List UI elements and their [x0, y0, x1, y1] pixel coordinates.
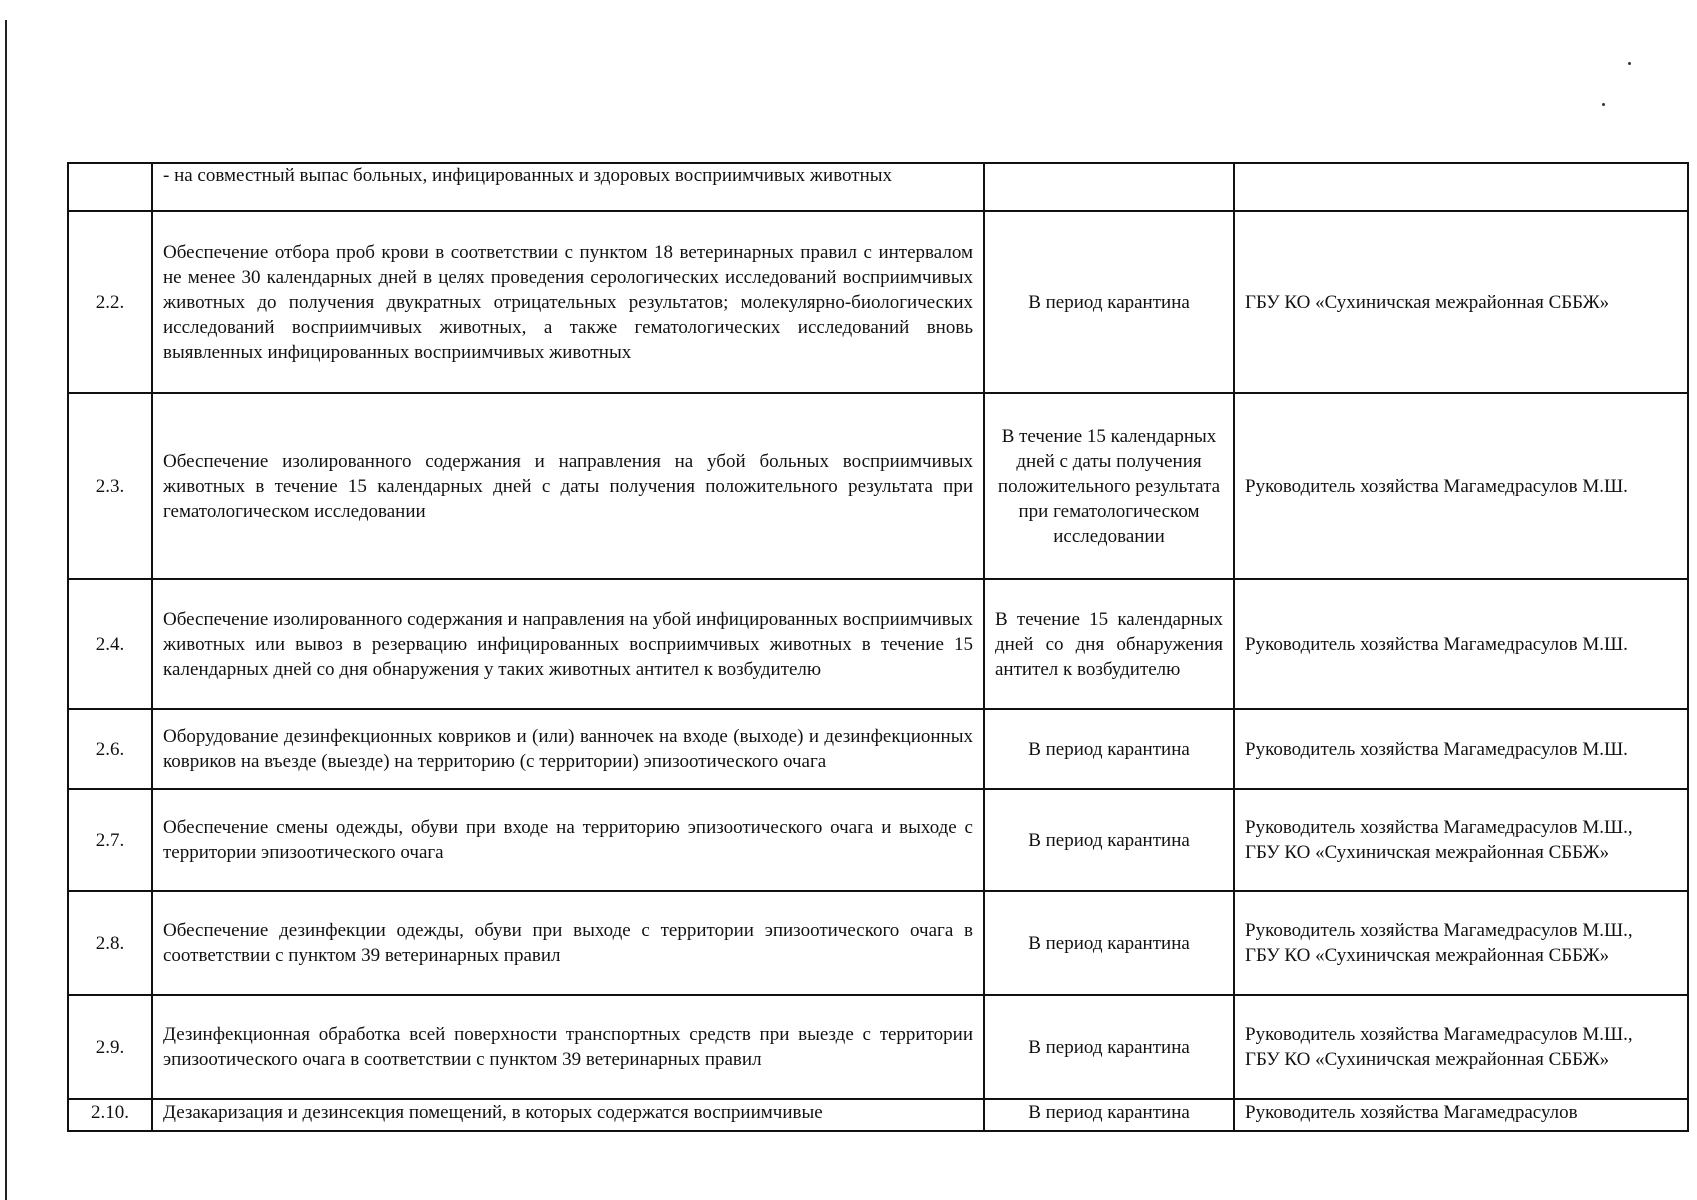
- measure-term: В период карантина: [984, 709, 1234, 789]
- measure-description: Обеспечение отбора проб крови в соответствии с пунктом 18 ветеринарных правил с интервалом не менее 30 календарных дней в целях проведения серологических исследований восприимчивых животных до получения двукратных отрицательных результатов; молекулярно-биологических исследований восприимчивых животных, а также гематологических исследований вновь выявленных инфицированных восприимчивых животных: [152, 211, 984, 393]
- responsible-line: Руководитель хозяйства Магамедрасулов: [1245, 1102, 1578, 1123]
- measure-description: Дезинфекционная обработка всей поверхности транспортных средств при выезде с территории эпизоотического очага в соответствии с пунктом 39 ветеринарных правил: [152, 995, 984, 1099]
- responsible-line: Руководитель хозяйства Магамедрасулов М.Ш.: [1245, 475, 1628, 497]
- responsible-party: [1234, 995, 1688, 1099]
- responsible-line: Руководитель хозяйства Магамедрасулов М.Ш.: [1245, 738, 1628, 760]
- measure-description: Обеспечение изолированного содержания и направления на убой больных восприимчивых животных в течение 15 календарных дней с даты получения положительного результата при гематологическом исследовании: [152, 393, 984, 579]
- measure-description: Обеспечение смены одежды, обуви при входе на территорию эпизоотического очага и выходе с территории эпизоотического очага: [152, 789, 984, 891]
- responsible-line: ГБУ КО «Сухиничская межрайонная СББЖ»: [1245, 842, 1610, 863]
- responsible-line: Руководитель хозяйства Магамедрасулов М.Ш.: [1245, 633, 1628, 655]
- table-row: [68, 789, 1688, 891]
- row-number: [68, 163, 152, 211]
- responsible-line: ГБУ КО «Сухиничская межрайонная СББЖ»: [1245, 291, 1610, 313]
- row-number: 2.7.: [68, 789, 152, 891]
- measure-term: В период карантина: [984, 995, 1234, 1099]
- table-row: [68, 891, 1688, 995]
- measure-term: В период карантина: [984, 211, 1234, 393]
- table-row: [68, 579, 1688, 709]
- responsible-line: ГБУ КО «Сухиничская межрайонная СББЖ»: [1245, 945, 1610, 966]
- measure-term: В период карантина: [984, 891, 1234, 995]
- row-number: [68, 1099, 152, 1131]
- row-number: 2.2.: [68, 211, 152, 393]
- row-number: 2.8.: [68, 891, 152, 995]
- quarantine-measures-table: [67, 162, 1689, 1132]
- measure-term: В период карантина: [984, 789, 1234, 891]
- row-number: 2.3.: [68, 393, 152, 579]
- table-row: [68, 709, 1688, 789]
- measure-description: Оборудование дезинфекционных ковриков и (или) ванночек на входе (выходе) и дезинфекционных ковриков на въезде (выезде) на территорию (с территории) эпизоотического очага: [152, 709, 984, 789]
- measure-term: В течение 15 календарных дней со дня обнаружения антител к возбудителю: [984, 579, 1234, 709]
- measure-term: В течение 15 календарных дней с даты получения положительного результата при гематологическом исследовании: [984, 393, 1234, 579]
- responsible-line: Руководитель хозяйства Магамедрасулов М.Ш.,: [1245, 920, 1633, 941]
- measure-description-text: Дезакаризация и дезинсекция помещений, в которых содержатся восприимчивые: [163, 1102, 823, 1123]
- measure-description: - на совместный выпас больных, инфицированных и здоровых восприимчивых животных: [152, 163, 984, 211]
- table-row: [68, 211, 1688, 393]
- table-row: [68, 995, 1688, 1099]
- measure-term: [984, 163, 1234, 211]
- responsible-party: [1234, 891, 1688, 995]
- scan-speck: [1628, 62, 1631, 65]
- measure-description: [152, 1099, 984, 1131]
- responsible-line: ГБУ КО «Сухиничская межрайонная СББЖ»: [1245, 1049, 1610, 1070]
- measure-term-text: В период карантина: [1028, 1102, 1190, 1123]
- measure-description: Обеспечение дезинфекции одежды, обуви при выходе с территории эпизоотического очага в соответствии с пунктом 39 ветеринарных правил: [152, 891, 984, 995]
- responsible-line: Руководитель хозяйства Магамедрасулов М.Ш.,: [1245, 1024, 1633, 1045]
- responsible-party: [1234, 789, 1688, 891]
- responsible-party: [1234, 1099, 1688, 1131]
- measure-description: Обеспечение изолированного содержания и направления на убой инфицированных восприимчивых животных или вывоз в резервацию инфицированных восприимчивых животных в течение 15 календарных дней со дня обнаружения у таких животных антител к возбудителю: [152, 579, 984, 709]
- page-left-edge-rule: [5, 20, 7, 1200]
- scan-speck: [1602, 103, 1605, 106]
- table-row: [68, 163, 1688, 211]
- responsible-party: [1234, 211, 1688, 393]
- responsible-line: Руководитель хозяйства Магамедрасулов М.Ш.,: [1245, 817, 1633, 838]
- responsible-party: [1234, 163, 1688, 211]
- row-number: 2.6.: [68, 709, 152, 789]
- row-number: 2.9.: [68, 995, 152, 1099]
- measure-term: [984, 1099, 1234, 1131]
- row-number: 2.4.: [68, 579, 152, 709]
- table-row: [68, 1099, 1688, 1131]
- row-number-text: 2.10.: [91, 1102, 129, 1123]
- responsible-party: [1234, 709, 1688, 789]
- table-row: [68, 393, 1688, 579]
- responsible-party: [1234, 393, 1688, 579]
- responsible-party: [1234, 579, 1688, 709]
